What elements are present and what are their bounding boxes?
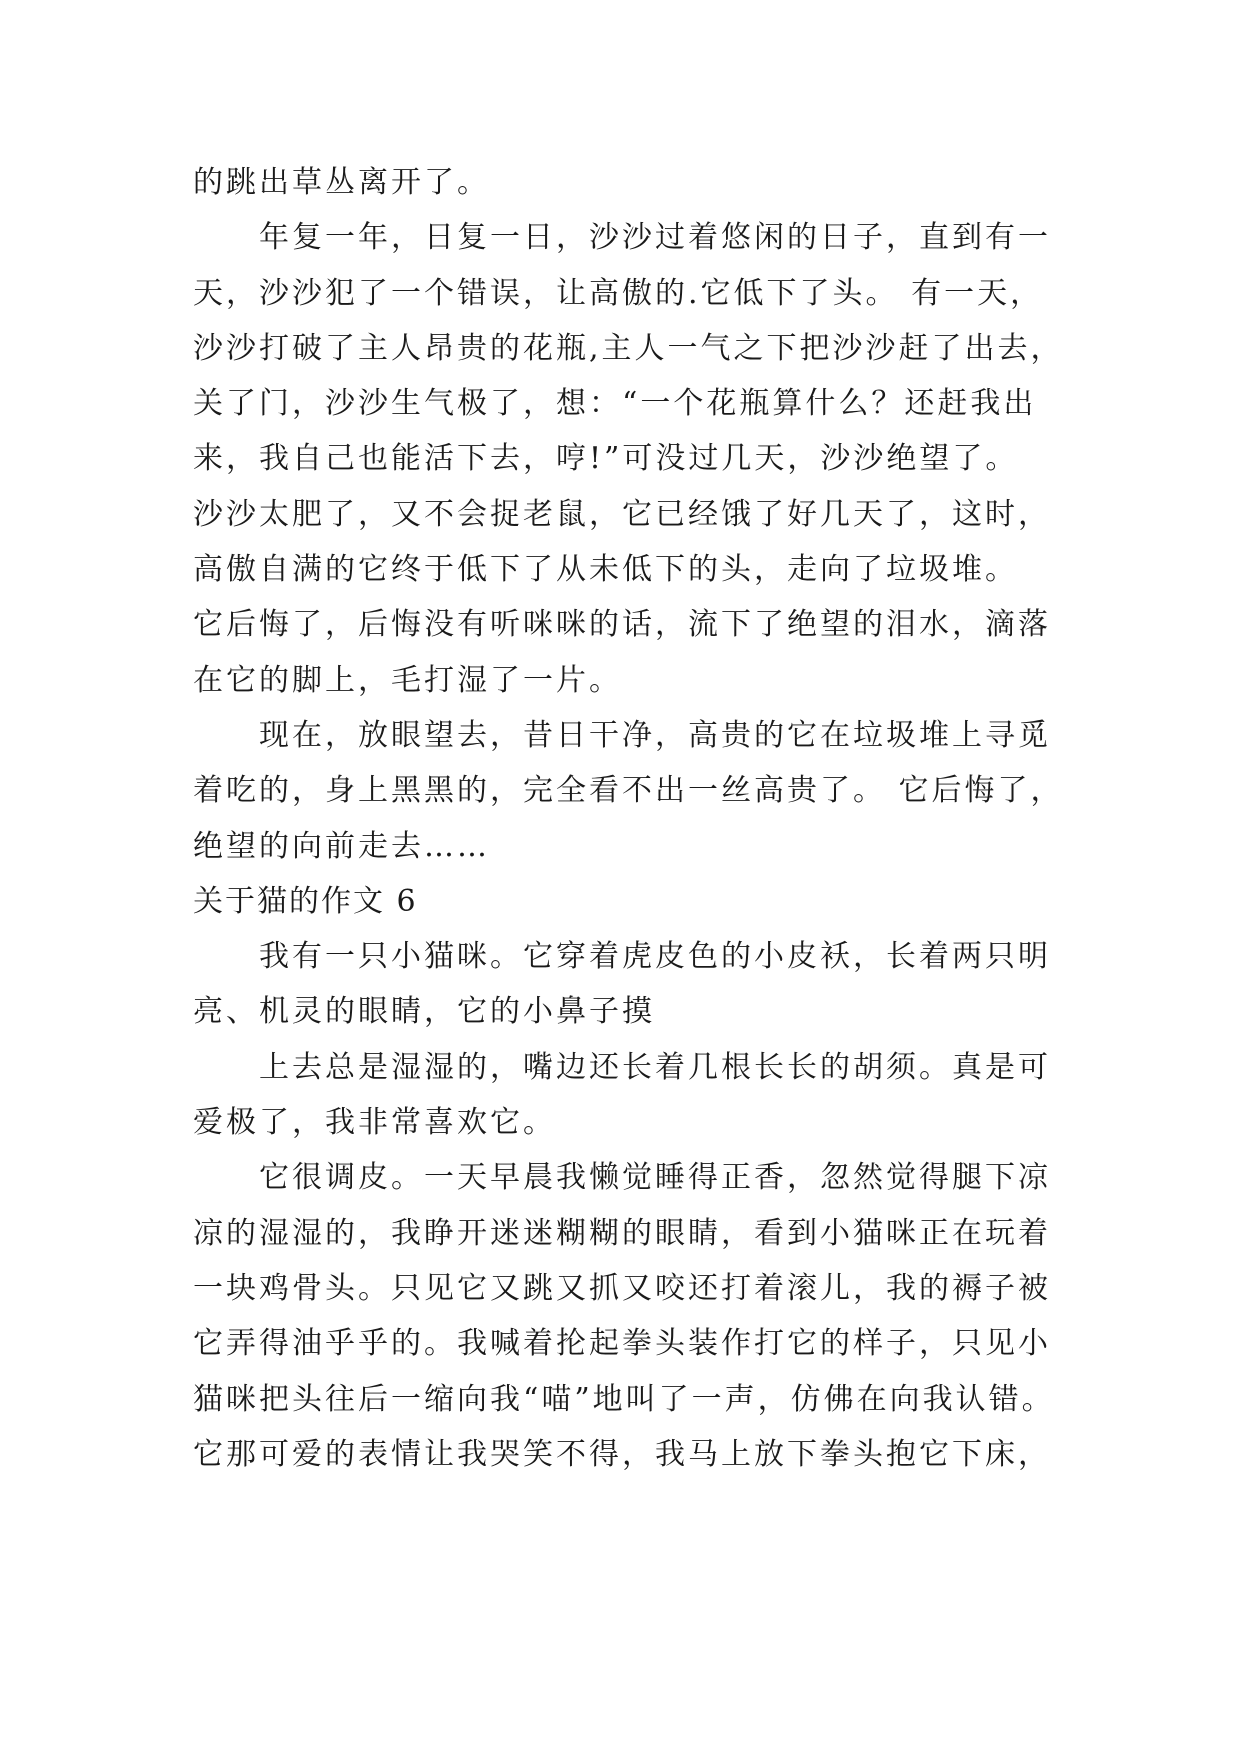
text-line: 凉的湿湿的，我睁开迷迷糊糊的眼睛，看到小猫咪正在玩着 <box>193 1215 1051 1251</box>
text-line: 亮、机灵的眼睛，它的小鼻子摸 <box>193 994 655 1030</box>
section-heading: 关于猫的作文 6 <box>193 883 418 919</box>
text-line: 天，沙沙犯了一个错误，让高傲的.它低下了头。 有一天， <box>193 275 1044 311</box>
text-line: 关了门，沙沙生气极了，想：“一个花瓶算什么？还赶我出 <box>193 386 1037 422</box>
text-line: 一块鸡骨头。只见它又跳又抓又咬还打着滚儿，我的褥子被 <box>193 1270 1051 1306</box>
text-line: 的跳出草丛离开了。 <box>193 165 490 200</box>
text-line: 它那可爱的表情让我哭笑不得，我马上放下拳头抱它下床， <box>193 1436 1051 1472</box>
text-line: 绝望的向前走去…… <box>193 828 490 864</box>
text-line: 它弄得油乎乎的。我喊着抡起拳头装作打它的样子，只见小 <box>193 1326 1051 1362</box>
text-line: 高傲自满的它终于低下了从未低下的头，走向了垃圾堆。 <box>193 552 1018 588</box>
paragraph-first-line: 上去总是湿湿的，嘴边还长着几根长长的胡须。真是可 <box>259 1049 1051 1085</box>
text-line: 沙沙打破了主人昂贵的花瓶,主人一气之下把沙沙赶了出去， <box>193 330 1064 366</box>
paragraph-first-line: 年复一年，日复一日，沙沙过着悠闲的日子，直到有一 <box>259 220 1051 256</box>
text-line: 猫咪把头往后一缩向我“喵”地叫了一声，仿佛在向我认错。 <box>193 1381 1055 1417</box>
text-line: 它后悔了，后悔没有听咪咪的话，流下了绝望的泪水，滴落 <box>193 607 1051 643</box>
text-line: 爱极了，我非常喜欢它。 <box>193 1105 556 1141</box>
text-line: 着吃的，身上黑黑的，完全看不出一丝高贵了。 它后悔了， <box>193 773 1064 809</box>
paragraph-first-line: 现在，放眼望去，昔日干净，高贵的它在垃圾堆上寻觅 <box>259 717 1051 753</box>
text-line: 来，我自己也能活下去，哼!”可没过几天，沙沙绝望了。 <box>193 441 1019 477</box>
body-text <box>193 155 1073 1482</box>
text-line: 沙沙太肥了，又不会捉老鼠，它已经饿了好几天了，这时， <box>193 496 1051 532</box>
paragraph-first-line: 它很调皮。一天早晨我懒觉睡得正香，忽然觉得腿下凉 <box>259 1160 1051 1196</box>
paragraph-first-line: 我有一只小猫咪。它穿着虎皮色的小皮袄，长着两只明 <box>259 939 1051 975</box>
text-line: 在它的脚上，毛打湿了一片。 <box>193 662 622 698</box>
